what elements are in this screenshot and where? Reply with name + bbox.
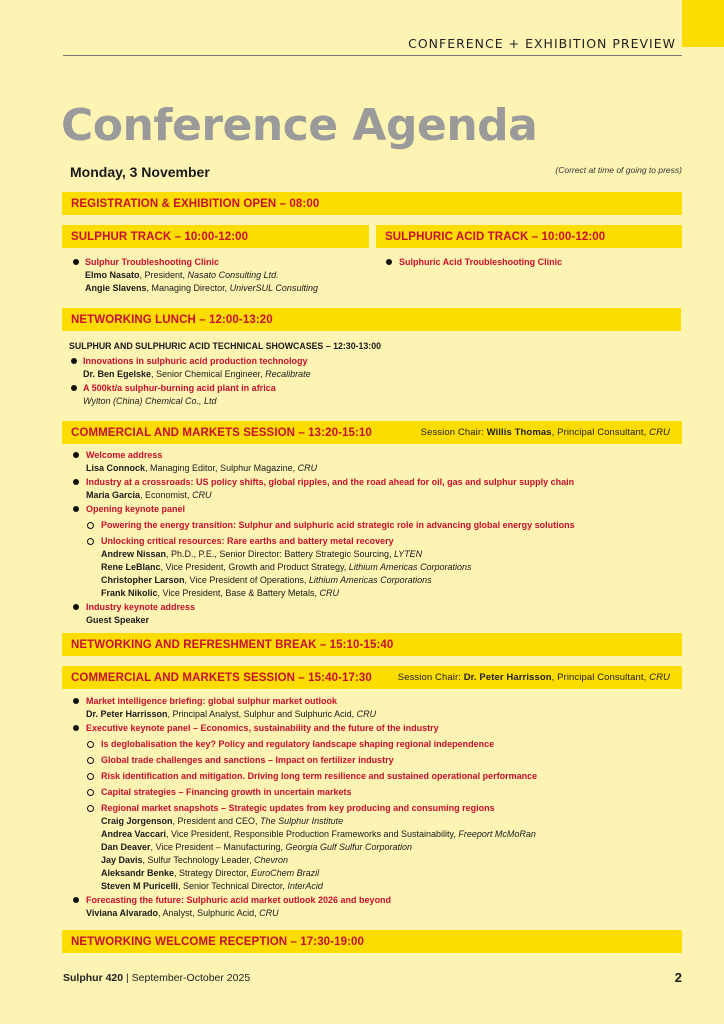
subitem-title: Unlocking critical resources: Rare earths and battery metal recovery	[101, 536, 394, 546]
agenda-subitem	[101, 519, 575, 532]
agenda-subitem: Global trade challenges and sanctions – Impact on fertilizer industry	[101, 755, 394, 765]
agenda-item	[86, 503, 185, 516]
speaker: Andrew Nissan, Ph.D., P.E., Senior Director: Battery Strategic Sourcing, LYTEN	[101, 549, 423, 559]
bullet-icon	[73, 479, 79, 485]
agenda-subitem: Regional market snapshots – Strategic updates from key producing and consuming regions Craig Jorgenson, President and CEO, The Sulphur Institute Andrea Vaccari, Vice President, Responsible Production Frameworks and Sustainability, Freeport McMoRan Dan Deaver, Vice President – Manufacturing, Georgia Gulf Sulfur Corporation Jay Davis, Sulfur Technology Leader, Chevron Aleksandr Benke, Strategy Director, EuroChem Brazil Steven M Puricelli, Senior Technical Director, InterAcid	[101, 803, 536, 891]
agenda-item	[399, 256, 562, 269]
speaker: Frank Nikolic, Vice President, Base & Battery Metals, CRU	[101, 588, 339, 598]
item-title: Industry at a crossroads: US policy shifts, global ripples, and the road ahead for oil, gas and sulphur supply chain	[86, 477, 575, 487]
footer-publication: Sulphur 420 | September-October 2025	[63, 972, 251, 984]
bullet-icon	[73, 725, 79, 731]
agenda-item	[86, 476, 574, 502]
bullet-icon	[73, 452, 79, 458]
agenda-date: Monday, 3 November	[70, 164, 210, 180]
speaker: Dan Deaver, Vice President – Manufacturing, Georgia Gulf Sulfur Corporation	[101, 842, 413, 852]
sub-bullet-icon	[87, 757, 94, 764]
session-title: SULPHURIC ACID TRACK – 10:00-12:00	[385, 230, 606, 243]
item-title: Market intelligence briefing: global sulphur market outlook	[86, 696, 338, 706]
item-title: Executive keynote panel – Economics, sustainability and the future of the industry	[86, 723, 439, 733]
header-divider	[63, 55, 682, 56]
speaker: Guest Speaker	[86, 615, 150, 625]
agenda-subitem: Capital strategies – Financing growth in uncertain markets	[101, 787, 352, 797]
agenda-item	[86, 722, 439, 735]
sub-bullet-icon	[87, 805, 94, 812]
agenda-item	[85, 256, 318, 295]
speaker: Steven M Puricelli, Senior Technical Director, InterAcid	[101, 881, 323, 891]
agenda-item	[83, 355, 311, 381]
speaker: Craig Jorgenson, President and CEO, The Sulphur Institute	[101, 816, 344, 826]
bullet-icon	[73, 259, 79, 265]
speaker: Elmo Nasato, President, Nasato Consulting Ltd.	[85, 270, 279, 280]
item-title: A 500kt/a sulphur-burning acid plant in africa	[83, 383, 276, 393]
session-bar-break	[62, 633, 682, 656]
corner-accent-block	[682, 0, 724, 47]
session-title: NETWORKING LUNCH – 12:00-13:20	[71, 313, 273, 326]
agenda-subitem	[101, 535, 472, 600]
item-title: Welcome address	[86, 450, 163, 460]
agenda-item	[83, 382, 276, 408]
speaker: Dr. Peter Harrisson, Principal Analyst, Sulphur and Sulphuric Acid, CRU	[86, 709, 377, 719]
item-title: Sulphuric Acid Troubleshooting Clinic	[399, 257, 563, 267]
session-bar-lunch	[62, 308, 681, 331]
session-title: NETWORKING WELCOME RECEPTION – 17:30-19:00	[71, 935, 365, 948]
agenda-item	[86, 695, 376, 721]
speaker: Aleksandr Benke, Strategy Director, EuroChem Brazil	[101, 868, 320, 878]
session-bar-acid-track	[376, 225, 682, 248]
item-title: Opening keynote panel	[86, 504, 186, 514]
bullet-icon	[71, 358, 77, 364]
sub-bullet-icon	[87, 773, 94, 780]
press-note: (Correct at time of going to press)	[555, 165, 682, 175]
sub-bullet-icon	[87, 522, 94, 529]
bullet-icon	[73, 506, 79, 512]
session-bar-commercial-2	[62, 666, 682, 689]
session-chair: Session Chair: Willis Thomas, Principal Consultant, CRU	[420, 427, 670, 438]
sub-bullet-icon	[87, 741, 94, 748]
session-bar-commercial-1	[62, 421, 682, 444]
agenda-subitem: Risk identification and mitigation. Driving long term resilience and sustained operational performance	[101, 771, 538, 781]
agenda-item	[86, 601, 195, 627]
sub-bullet-icon	[87, 789, 94, 796]
subitem-title: Powering the energy transition: Sulphur and sulphuric acid strategic role in advancing global energy solutions	[101, 520, 575, 530]
session-bar-sulphur-track	[62, 225, 369, 248]
agenda-item	[86, 449, 317, 475]
sub-bullet-icon	[87, 538, 94, 545]
session-chair: Session Chair: Dr. Peter Harrisson, Principal Consultant, CRU	[397, 672, 670, 683]
speaker: Dr. Ben Egelske, Senior Chemical Engineer, Recalibrate	[83, 369, 311, 379]
speaker: Andrea Vaccari, Vice President, Responsible Production Frameworks and Sustainability, Freeport McMoRan	[101, 829, 536, 839]
speaker: Lisa Connock, Managing Editor, Sulphur Magazine, CRU	[86, 463, 318, 473]
speaker: Wylton (China) Chemical Co., Ltd	[83, 396, 217, 406]
agenda-item	[86, 894, 391, 920]
speaker: Viviana Alvarado, Analyst, Sulphuric Acid, CRU	[86, 908, 279, 918]
item-title: Industry keynote address	[86, 602, 196, 612]
speaker: Angie Slavens, Managing Director, UniverSUL Consulting	[85, 283, 318, 293]
speaker: Christopher Larson, Vice President of Operations, Lithium Americas Corporations	[101, 575, 432, 585]
speaker: Rene LeBlanc, Vice President, Growth and Product Strategy, Lithium Americas Corporations	[101, 562, 472, 572]
session-title: SULPHUR TRACK – 10:00-12:00	[71, 230, 249, 243]
page-title: Conference Agenda	[61, 100, 538, 151]
bullet-icon	[386, 259, 392, 265]
item-title: Sulphur Troubleshooting Clinic	[85, 257, 219, 267]
bullet-icon	[71, 385, 77, 391]
session-title: COMMERCIAL AND MARKETS SESSION – 15:40-17:30	[71, 671, 372, 684]
speaker: Maria Garcia, Economist, CRU	[86, 490, 212, 500]
session-bar-reception	[62, 930, 682, 953]
speaker: Jay Davis, Sulfur Technology Leader, Chevron	[101, 855, 288, 865]
agenda-subitem: Is deglobalisation the key? Policy and regulatory landscape shaping regional independence	[101, 739, 495, 749]
session-bar-registration	[62, 192, 682, 215]
session-title: COMMERCIAL AND MARKETS SESSION – 13:20-15:10	[71, 426, 372, 439]
showcase-heading: SULPHUR AND SULPHURIC ACID TECHNICAL SHOWCASES – 12:30-13:00	[69, 341, 382, 351]
bullet-icon	[73, 897, 79, 903]
session-title: REGISTRATION & EXHIBITION OPEN – 08:00	[71, 197, 320, 210]
bullet-icon	[73, 698, 79, 704]
bullet-icon	[73, 604, 79, 610]
item-title: Forecasting the future: Sulphuric acid market outlook 2026 and beyond	[86, 895, 392, 905]
page-number: 2	[674, 970, 682, 985]
item-title: Innovations in sulphuric acid production technology	[83, 356, 308, 366]
section-label: CONFERENCE + EXHIBITION PREVIEW	[408, 36, 676, 51]
session-title: NETWORKING AND REFRESHMENT BREAK – 15:10-15:40	[71, 638, 394, 651]
